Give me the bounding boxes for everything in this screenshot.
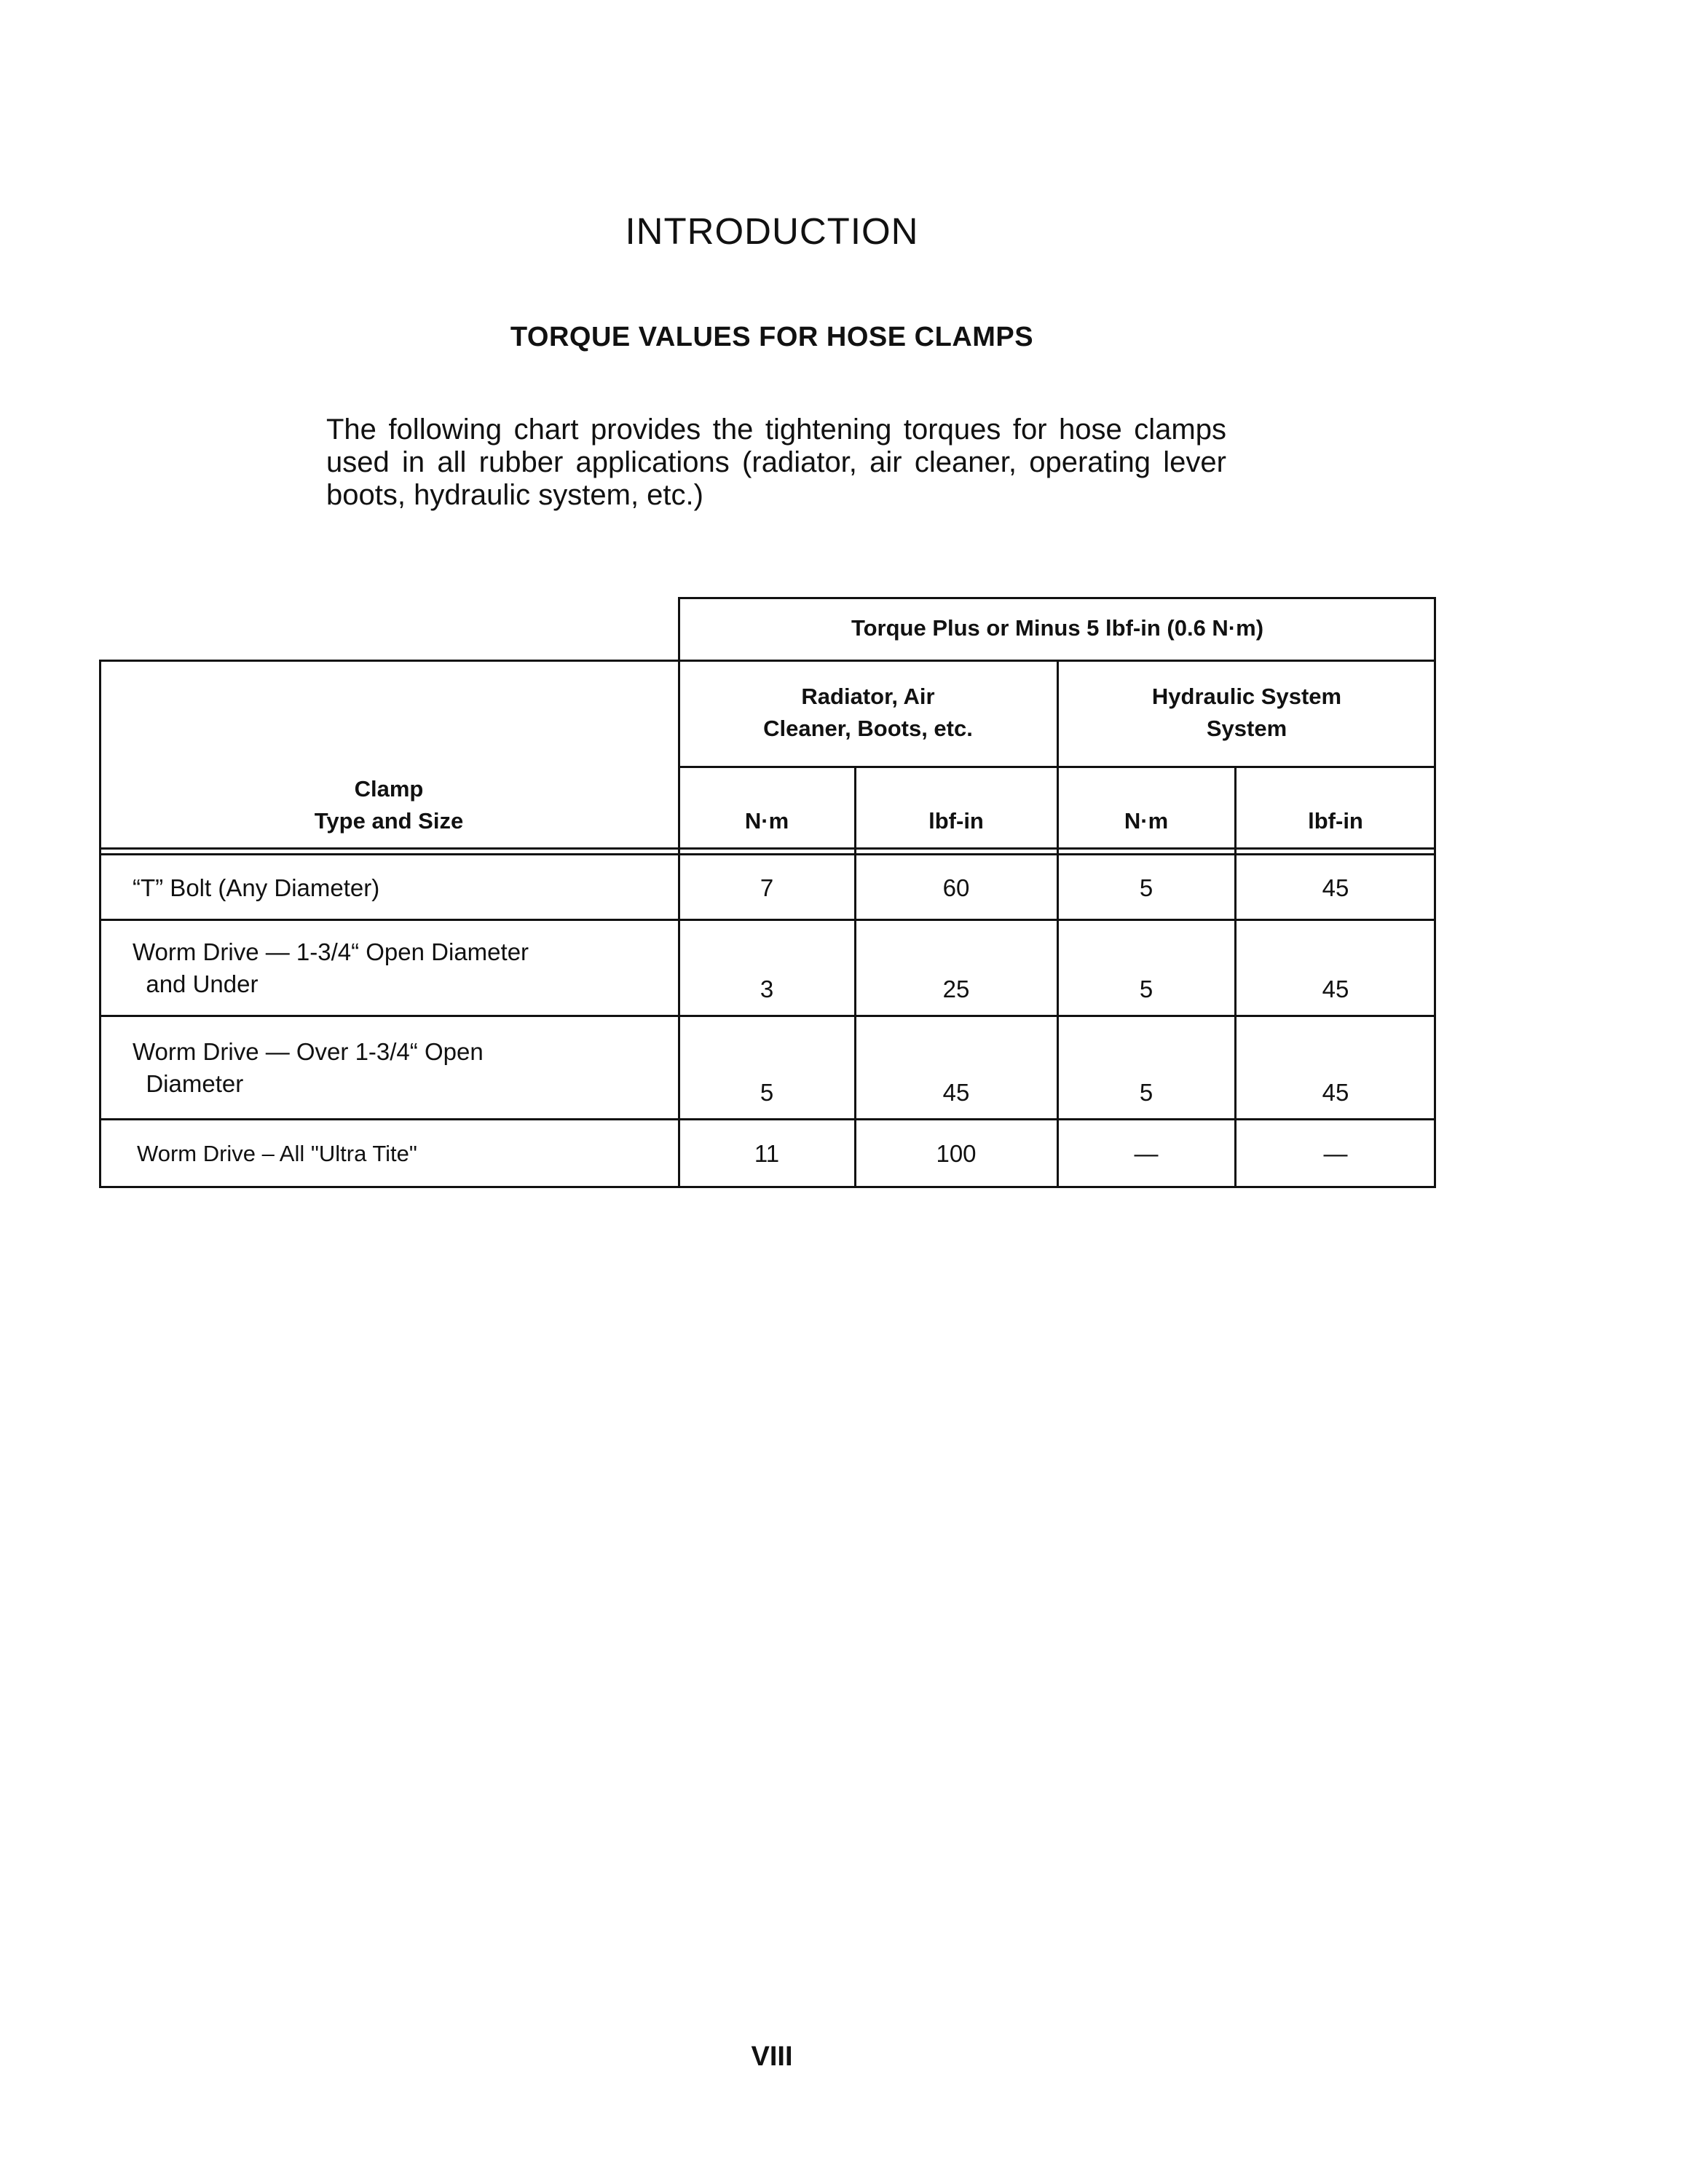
table-rule [854, 766, 856, 1188]
hydraulic-nm-header: N·m [1124, 808, 1169, 834]
torque-tolerance-header: Torque Plus or Minus 5 lbf-in (0.6 N·m) [851, 615, 1264, 641]
table-row-clamp: Worm Drive – All "Ultra Tite" [137, 1141, 417, 1166]
table-cell: 5 [1139, 976, 1153, 1002]
section-title: TORQUE VALUES FOR HOSE CLAMPS [510, 322, 1034, 352]
table-row-clamp: Worm Drive — Over 1-3/4“ Open Diameter [133, 1038, 484, 1097]
table-cell: 7 [760, 874, 774, 901]
table-cell: — [1134, 1140, 1159, 1167]
hydraulic-group-header: Hydraulic System System [1151, 684, 1342, 741]
table-rule [99, 660, 1436, 662]
table-cell: 45 [1322, 874, 1349, 901]
torque-values-table [99, 597, 1436, 1188]
table-cell: 3 [760, 976, 774, 1002]
table-row-clamp: “T” Bolt (Any Diameter) [133, 874, 380, 901]
table-cell: 25 [942, 976, 970, 1002]
hydraulic-lbfin-header: lbf-in [1308, 808, 1363, 834]
table-rule [1234, 766, 1237, 1188]
intro-paragraph: The following chart provides the tightening torques for hose clamps used in all rubber applications (radiator, air cleaner, operating lever boots, hydraulic system, etc.) [326, 414, 1226, 511]
table-cell: 45 [1322, 976, 1349, 1002]
table-cell: 5 [1139, 1079, 1153, 1106]
table-cell: 11 [754, 1140, 780, 1167]
clamp-type-header: Clamp Type and Size [314, 776, 464, 834]
page-number: VIII [751, 2041, 793, 2072]
table-cell: 45 [942, 1079, 970, 1106]
table-rule [1057, 660, 1059, 1188]
table-row-clamp: Worm Drive — 1-3/4“ Open Diameter and Under [133, 938, 529, 997]
table-cell: — [1323, 1140, 1348, 1167]
table-rule [678, 597, 680, 1188]
page-heading: INTRODUCTION [625, 210, 919, 252]
table-cell: 45 [1322, 1079, 1349, 1106]
table-cell: 60 [942, 874, 970, 901]
table-rule [679, 597, 1436, 599]
radiator-nm-header: N·m [744, 808, 789, 834]
table-rule [99, 660, 101, 1188]
table-cell: 5 [760, 1079, 774, 1106]
radiator-group-header: Radiator, Air Cleaner, Boots, etc. [763, 684, 973, 741]
table-cell: 5 [1139, 874, 1153, 901]
table-rule [1434, 597, 1436, 1188]
radiator-lbfin-header: lbf-in [928, 808, 984, 834]
table-cell: 100 [936, 1140, 977, 1167]
